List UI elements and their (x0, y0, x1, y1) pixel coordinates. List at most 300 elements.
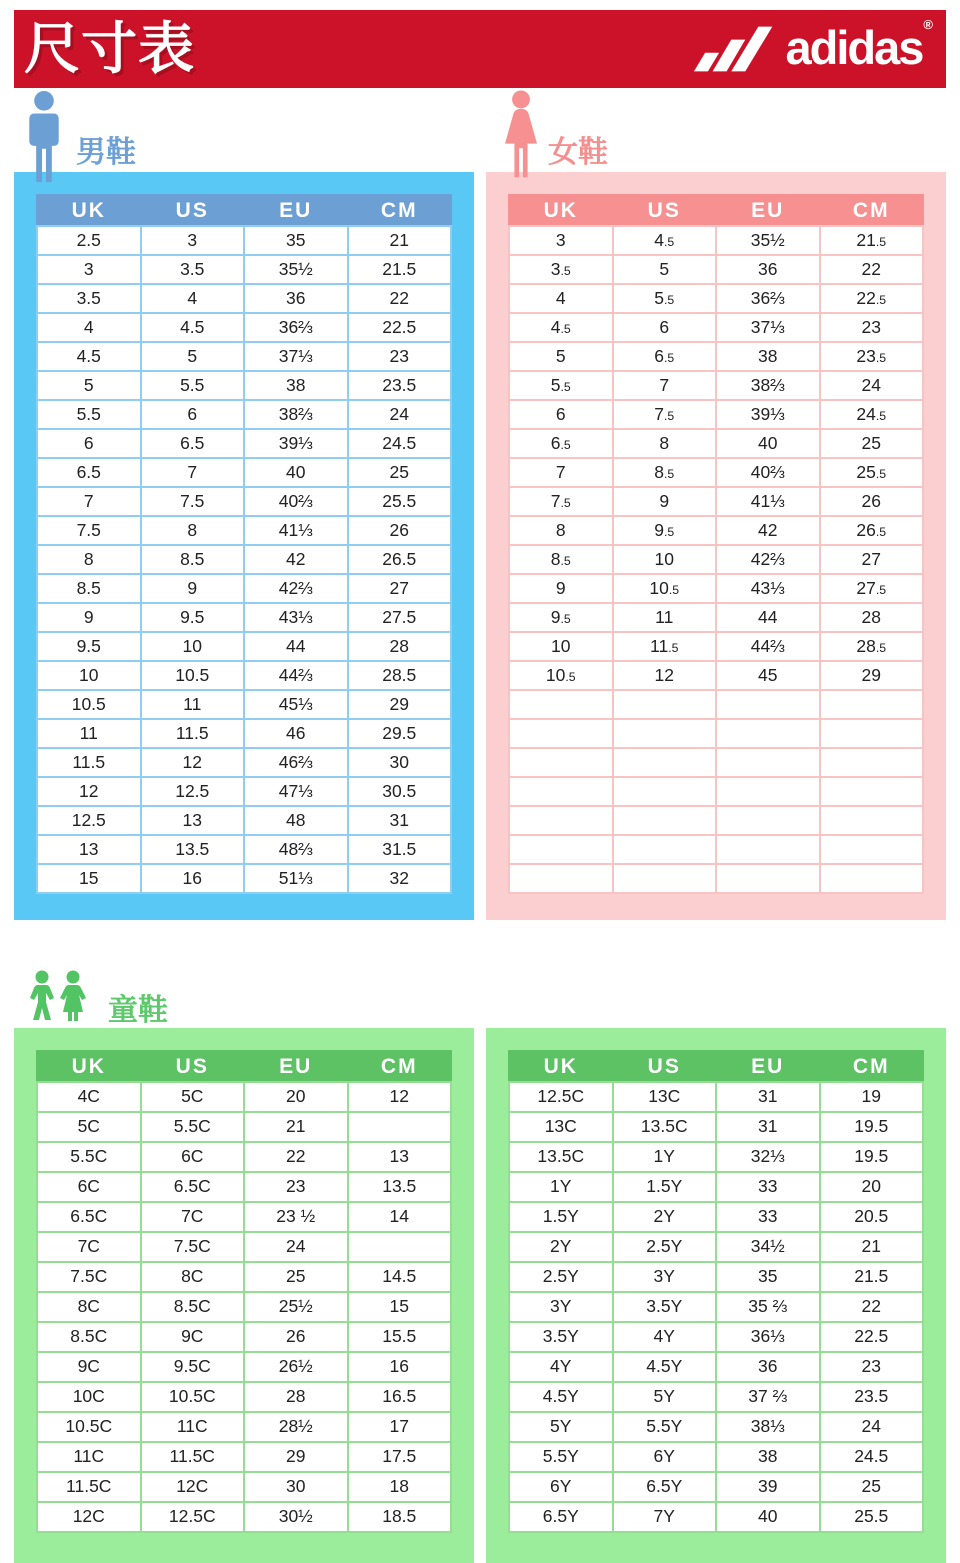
table-row (37, 1382, 451, 1412)
table-cell: 24 (244, 1232, 348, 1262)
table-cell: 41⅓ (244, 516, 348, 545)
size-chart-banner (14, 10, 946, 88)
table-cell: 12.5 (141, 777, 245, 806)
table-cell: 9.5 (141, 603, 245, 632)
table-cell (348, 1112, 452, 1142)
table-cell: 48 (244, 806, 348, 835)
table-cell: 22 (244, 1142, 348, 1172)
table-cell: 24.5 (820, 1442, 924, 1472)
table-cell (820, 719, 924, 748)
women-section (486, 88, 946, 920)
table-row (509, 545, 923, 574)
table-cell: 13.5C (613, 1112, 717, 1142)
table-row (509, 1472, 923, 1502)
table-cell: 35 ⅔ (716, 1292, 820, 1322)
table-row (37, 632, 451, 661)
table-cell: 35½ (244, 255, 348, 284)
table-header-row (37, 195, 451, 226)
table-cell: 5.5C (37, 1142, 141, 1172)
woman-icon (494, 90, 548, 184)
table-cell: 23.5 (820, 1382, 924, 1412)
table-cell: 24 (348, 400, 452, 429)
table-cell: 38 (716, 1442, 820, 1472)
table-cell (348, 1232, 452, 1262)
column-header: UK (509, 195, 613, 226)
table-cell: 36 (716, 1352, 820, 1382)
table-cell: 13 (141, 806, 245, 835)
table-cell: 4.5 (509, 313, 613, 342)
table-cell (613, 748, 717, 777)
table-row (509, 1292, 923, 1322)
table-cell: 2.5Y (613, 1232, 717, 1262)
table-row (37, 1202, 451, 1232)
table-cell: 16 (141, 864, 245, 893)
table-cell: 36⅔ (716, 284, 820, 313)
table-cell: 12.5C (141, 1502, 245, 1532)
column-header: US (613, 1051, 717, 1082)
table-row (509, 690, 923, 719)
table-cell: 6 (613, 313, 717, 342)
table-cell: 35½ (716, 226, 820, 255)
kids-section-right (486, 1028, 946, 1563)
table-cell: 31 (716, 1112, 820, 1142)
table-cell: 38 (716, 342, 820, 371)
table-cell: 1.5Y (613, 1172, 717, 1202)
table-cell: 21.5 (820, 226, 924, 255)
table-cell: 9.5 (509, 603, 613, 632)
table-cell (716, 806, 820, 835)
table-cell: 6.5 (613, 342, 717, 371)
table-cell: 6C (37, 1172, 141, 1202)
table-cell: 8.5 (141, 545, 245, 574)
table-cell: 22 (348, 284, 452, 313)
table-row (37, 1082, 451, 1112)
table-header-row (509, 195, 923, 226)
table-row (509, 1202, 923, 1232)
table-row (509, 313, 923, 342)
table-cell: 7 (613, 371, 717, 400)
table-row (37, 429, 451, 458)
table-cell: 21 (244, 1112, 348, 1142)
table-header-row (509, 1051, 923, 1082)
table-cell: 40 (716, 429, 820, 458)
table-cell: 22 (820, 255, 924, 284)
table-cell: 35 (716, 1262, 820, 1292)
table-row (37, 487, 451, 516)
table-cell (613, 777, 717, 806)
table-cell (716, 864, 820, 893)
table-cell: 3Y (509, 1292, 613, 1322)
table-cell (509, 864, 613, 893)
table-cell: 12 (141, 748, 245, 777)
column-header: EU (244, 195, 348, 226)
table-cell: 20.5 (820, 1202, 924, 1232)
table-cell: 18 (348, 1472, 452, 1502)
table-row (37, 748, 451, 777)
table-cell: 5 (509, 342, 613, 371)
table-cell: 25 (820, 1472, 924, 1502)
men-size-box (14, 172, 474, 920)
table-cell (820, 864, 924, 893)
table-cell: 6.5C (141, 1172, 245, 1202)
table-cell: 6.5Y (509, 1502, 613, 1532)
table-row (509, 864, 923, 893)
table-cell: 3.5 (37, 284, 141, 313)
table-cell: 32⅓ (716, 1142, 820, 1172)
table-row (37, 1232, 451, 1262)
table-cell: 4 (37, 313, 141, 342)
table-cell: 11.5C (141, 1442, 245, 1472)
table-cell: 6 (509, 400, 613, 429)
table-cell: 40⅔ (244, 487, 348, 516)
table-cell (509, 806, 613, 835)
table-cell: 10.5C (141, 1382, 245, 1412)
table-row (37, 1442, 451, 1472)
column-header: EU (244, 1051, 348, 1082)
table-cell: 4.5 (613, 226, 717, 255)
table-row (37, 719, 451, 748)
table-row (37, 806, 451, 835)
table-cell: 9.5 (613, 516, 717, 545)
page-title: 尺寸表 (24, 17, 195, 80)
table-cell: 5.5 (37, 400, 141, 429)
table-cell: 1.5Y (509, 1202, 613, 1232)
table-row (509, 1322, 923, 1352)
table-cell: 23 ½ (244, 1202, 348, 1232)
table-cell: 28.5 (820, 632, 924, 661)
table-cell: 23 (348, 342, 452, 371)
table-cell: 37⅓ (244, 342, 348, 371)
table-row (509, 661, 923, 690)
table-cell: 22.5 (820, 284, 924, 313)
table-row (509, 1112, 923, 1142)
table-row (37, 1472, 451, 1502)
table-cell (716, 690, 820, 719)
table-cell: 25 (348, 458, 452, 487)
table-cell: 17.5 (348, 1442, 452, 1472)
table-cell: 11 (141, 690, 245, 719)
table-cell: 42 (244, 545, 348, 574)
men-section (14, 88, 474, 920)
table-cell: 29.5 (348, 719, 452, 748)
adidas-logomark-icon (692, 21, 778, 77)
table-cell: 14 (348, 1202, 452, 1232)
man-icon (22, 90, 66, 188)
table-cell: 36 (244, 284, 348, 313)
table-cell (509, 690, 613, 719)
table-cell: 4C (37, 1082, 141, 1112)
column-header: UK (37, 1051, 141, 1082)
table-cell: 6.5C (37, 1202, 141, 1232)
table-cell: 45⅓ (244, 690, 348, 719)
table-cell: 28½ (244, 1412, 348, 1442)
table-cell: 48⅔ (244, 835, 348, 864)
column-header: UK (37, 195, 141, 226)
table-row (37, 1142, 451, 1172)
table-cell: 6.5Y (613, 1472, 717, 1502)
table-cell: 19.5 (820, 1112, 924, 1142)
table-cell: 25.5 (348, 487, 452, 516)
column-header: UK (509, 1051, 613, 1082)
table-row (509, 284, 923, 313)
table-cell: 3.5 (141, 255, 245, 284)
column-header: EU (716, 195, 820, 226)
table-cell: 26 (244, 1322, 348, 1352)
table-cell: 4.5 (141, 313, 245, 342)
table-cell: 5Y (613, 1382, 717, 1412)
table-row (509, 806, 923, 835)
table-cell: 9 (509, 574, 613, 603)
table-row (509, 1352, 923, 1382)
table-cell: 8.5 (613, 458, 717, 487)
size-table-kids-left (36, 1050, 452, 1533)
table-cell (509, 777, 613, 806)
table-cell: 10 (509, 632, 613, 661)
table-cell: 23 (244, 1172, 348, 1202)
column-header: CM (820, 195, 924, 226)
table-cell: 23 (820, 313, 924, 342)
table-cell (509, 719, 613, 748)
table-cell: 1Y (613, 1142, 717, 1172)
table-cell: 5.5Y (509, 1442, 613, 1472)
table-cell: 8.5C (141, 1292, 245, 1322)
table-cell: 12 (613, 661, 717, 690)
table-cell (820, 748, 924, 777)
table-cell: 21 (348, 226, 452, 255)
table-cell: 27 (820, 545, 924, 574)
table-row (37, 226, 451, 255)
table-cell: 17 (348, 1412, 452, 1442)
table-cell: 23 (820, 1352, 924, 1382)
table-cell (613, 835, 717, 864)
table-cell: 4 (509, 284, 613, 313)
table-cell: 24 (820, 1412, 924, 1442)
table-cell: 12 (348, 1082, 452, 1112)
table-cell: 11 (37, 719, 141, 748)
table-cell: 19 (820, 1082, 924, 1112)
table-cell: 11 (613, 603, 717, 632)
table-cell: 38⅔ (716, 371, 820, 400)
table-cell: 44⅔ (244, 661, 348, 690)
kids-section-label: 童鞋 (108, 994, 168, 1027)
table-cell: 45 (716, 661, 820, 690)
table-cell: 29 (820, 661, 924, 690)
table-row (509, 1232, 923, 1262)
column-header: US (141, 195, 245, 226)
table-cell: 12 (37, 777, 141, 806)
table-cell: 28 (348, 632, 452, 661)
table-cell (716, 835, 820, 864)
table-cell: 43⅓ (716, 574, 820, 603)
table-cell: 5 (613, 255, 717, 284)
table-cell: 4Y (613, 1322, 717, 1352)
table-row (37, 371, 451, 400)
table-cell: 37⅓ (716, 313, 820, 342)
table-cell: 7.5C (141, 1232, 245, 1262)
table-cell: 36 (716, 255, 820, 284)
table-row (509, 1262, 923, 1292)
men-section-label: 男鞋 (76, 136, 136, 169)
table-cell: 42⅔ (716, 545, 820, 574)
table-cell: 25½ (244, 1292, 348, 1322)
table-cell: 34½ (716, 1232, 820, 1262)
table-cell: 20 (244, 1082, 348, 1112)
table-cell: 3 (509, 226, 613, 255)
table-cell: 7 (509, 458, 613, 487)
kids-section-left (14, 1028, 474, 1563)
table-cell: 5.5 (613, 284, 717, 313)
table-cell: 7 (141, 458, 245, 487)
table-cell: 2Y (509, 1232, 613, 1262)
table-cell: 12C (141, 1472, 245, 1502)
table-cell: 25 (820, 429, 924, 458)
table-header-row (37, 1051, 451, 1082)
kids-icon (28, 970, 90, 1026)
table-cell: 8 (37, 545, 141, 574)
table-cell: 9 (141, 574, 245, 603)
table-cell: 4.5Y (613, 1352, 717, 1382)
table-cell: 46⅔ (244, 748, 348, 777)
table-cell: 6.5 (141, 429, 245, 458)
table-cell: 18.5 (348, 1502, 452, 1532)
table-cell: 15.5 (348, 1322, 452, 1352)
table-cell: 4 (141, 284, 245, 313)
table-cell: 32 (348, 864, 452, 893)
women-section-header (486, 88, 946, 172)
table-cell (613, 864, 717, 893)
table-cell: 7C (37, 1232, 141, 1262)
registered-mark: ® (923, 16, 931, 32)
table-cell (613, 690, 717, 719)
kids-size-box-right (486, 1028, 946, 1563)
table-cell: 9 (37, 603, 141, 632)
table-cell: 7.5 (509, 487, 613, 516)
table-cell: 5 (37, 371, 141, 400)
table-cell: 9 (613, 487, 717, 516)
table-cell: 7Y (613, 1502, 717, 1532)
table-cell: 7 (37, 487, 141, 516)
table-cell: 20 (820, 1172, 924, 1202)
table-cell: 25.5 (820, 458, 924, 487)
table-cell: 30 (348, 748, 452, 777)
table-cell: 11.5 (613, 632, 717, 661)
table-cell: 10 (141, 632, 245, 661)
table-row (37, 255, 451, 284)
table-cell: 13.5 (348, 1172, 452, 1202)
column-header: CM (348, 1051, 452, 1082)
column-header: US (141, 1051, 245, 1082)
table-cell: 5C (37, 1112, 141, 1142)
table-row (37, 1292, 451, 1322)
table-cell: 9.5C (141, 1352, 245, 1382)
table-row (509, 342, 923, 371)
table-cell: 13.5 (141, 835, 245, 864)
table-cell: 6 (141, 400, 245, 429)
table-cell: 12.5C (509, 1082, 613, 1112)
table-row (37, 1322, 451, 1352)
table-row (37, 835, 451, 864)
table-row (509, 603, 923, 632)
table-cell: 2Y (613, 1202, 717, 1232)
table-cell: 3.5 (509, 255, 613, 284)
table-row (37, 1172, 451, 1202)
table-cell: 37 ⅔ (716, 1382, 820, 1412)
table-cell: 29 (348, 690, 452, 719)
table-row (509, 1082, 923, 1112)
table-cell: 44 (716, 603, 820, 632)
table-cell: 31 (348, 806, 452, 835)
table-cell: 13 (37, 835, 141, 864)
table-cell: 26.5 (348, 545, 452, 574)
table-cell: 21.5 (348, 255, 452, 284)
table-cell: 31 (716, 1082, 820, 1112)
table-cell: 11.5 (141, 719, 245, 748)
table-cell: 10 (37, 661, 141, 690)
table-row (37, 1502, 451, 1532)
table-cell: 7.5 (141, 487, 245, 516)
size-table-kids-right (508, 1050, 924, 1533)
table-cell: 6.5 (37, 458, 141, 487)
table-cell: 3.5Y (613, 1292, 717, 1322)
table-cell: 30.5 (348, 777, 452, 806)
size-table-men (36, 194, 452, 894)
table-row (37, 574, 451, 603)
table-row (509, 1502, 923, 1532)
table-cell (716, 719, 820, 748)
table-row (509, 458, 923, 487)
table-cell: 36⅔ (244, 313, 348, 342)
table-cell: 10.5 (141, 661, 245, 690)
column-header: CM (820, 1051, 924, 1082)
table-cell: 40 (244, 458, 348, 487)
table-cell: 46 (244, 719, 348, 748)
table-row (37, 313, 451, 342)
table-cell: 30 (244, 1472, 348, 1502)
column-header: CM (348, 195, 452, 226)
table-cell: 44⅔ (716, 632, 820, 661)
table-row (509, 1382, 923, 1412)
table-cell: 31.5 (348, 835, 452, 864)
table-cell: 3Y (613, 1262, 717, 1292)
table-cell: 21 (820, 1232, 924, 1262)
table-row (509, 255, 923, 284)
table-cell: 36⅓ (716, 1322, 820, 1352)
table-row (37, 516, 451, 545)
table-row (509, 226, 923, 255)
table-cell: 13C (509, 1112, 613, 1142)
table-cell: 43⅓ (244, 603, 348, 632)
table-cell: 8 (613, 429, 717, 458)
table-row (37, 284, 451, 313)
table-cell: 26.5 (820, 516, 924, 545)
table-cell: 16 (348, 1352, 452, 1382)
table-cell: 25 (244, 1262, 348, 1292)
table-cell: 5.5 (141, 371, 245, 400)
table-cell: 9C (141, 1322, 245, 1352)
table-cell: 13C (613, 1082, 717, 1112)
size-table-women (508, 194, 924, 894)
table-row (509, 574, 923, 603)
table-row (509, 835, 923, 864)
table-cell: 8.5 (37, 574, 141, 603)
table-cell: 5C (141, 1082, 245, 1112)
table-cell: 16.5 (348, 1382, 452, 1412)
men-section-header (14, 88, 474, 172)
kids-size-box-left (14, 1028, 474, 1563)
adidas-wordmark: adidas® (785, 16, 931, 74)
table-row (509, 1412, 923, 1442)
table-cell: 8.5C (37, 1322, 141, 1352)
